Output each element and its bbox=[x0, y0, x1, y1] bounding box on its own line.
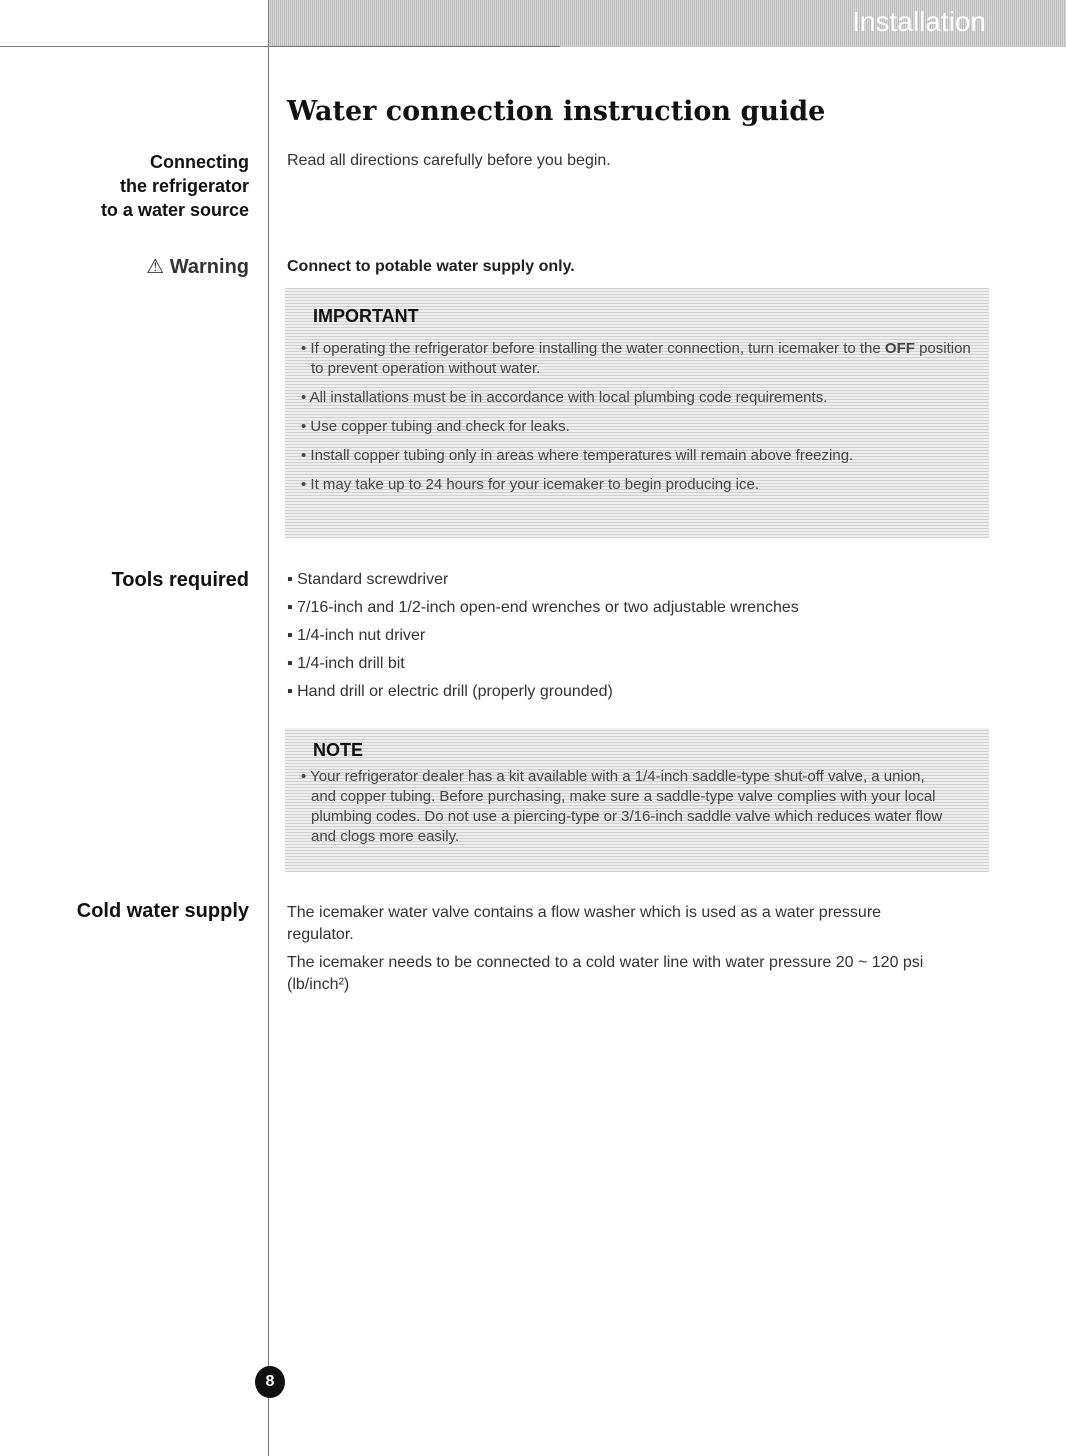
page-number: 8 bbox=[255, 1366, 285, 1398]
tools-list bbox=[287, 571, 799, 711]
side-heading-cold: Cold water supply bbox=[76, 900, 249, 922]
important-box bbox=[285, 288, 989, 538]
tool-item: ▪ Hand drill or electric drill (properly grounded) bbox=[287, 683, 613, 700]
important-item: • Use copper tubing and check for leaks. bbox=[301, 418, 570, 435]
cold-water-text bbox=[287, 902, 937, 996]
header-band bbox=[268, 0, 1066, 47]
header-divider bbox=[0, 46, 560, 47]
side-heading-connecting bbox=[101, 150, 249, 222]
side-line: Connecting bbox=[150, 152, 249, 172]
cold-para: The icemaker water valve contains a flow washer which is used as a water pressure regulator. bbox=[287, 904, 882, 943]
important-item: • Install copper tubing only in areas where temperatures will remain above freezing. bbox=[301, 447, 854, 464]
note-box bbox=[285, 728, 989, 872]
important-item: • It may take up to 24 hours for your icemaker to begin producing ice. bbox=[301, 476, 759, 493]
warning-text: Connect to potable water supply only. bbox=[287, 258, 575, 275]
important-heading: IMPORTANT bbox=[313, 306, 419, 326]
note-text: • Your refrigerator dealer has a kit available with a 1/4-inch saddle-type shut-off valve, a union, and copper tubing. Before purchasing, make sure a saddle-type valve complies with your local plumbing codes. Do not use a piercing-type or 3/16-inch saddle valve which reduces water flow and clogs more easily. bbox=[301, 768, 943, 845]
important-item: • All installations must be in accordance with local plumbing code requirements. bbox=[301, 389, 828, 406]
tool-item: ▪ 1/4-inch drill bit bbox=[287, 655, 405, 672]
warning-label: Warning bbox=[169, 256, 249, 278]
side-heading-warning bbox=[146, 254, 249, 279]
column-divider bbox=[268, 0, 269, 1456]
side-heading-tools: Tools required bbox=[111, 569, 249, 591]
important-item: • If operating the refrigerator before installing the water connection, turn icemaker to the OFF position to prevent operation without water. bbox=[301, 340, 971, 377]
section-title: Installation bbox=[852, 6, 986, 37]
side-line: to a water source bbox=[100, 200, 249, 220]
tool-item: ▪ 7/16-inch and 1/2-inch open-end wrenches or two adjustable wrenches bbox=[287, 599, 799, 616]
cold-para: The icemaker needs to be connected to a cold water line with water pressure 20 ~ 120 psi (lb/inch²) bbox=[287, 954, 924, 993]
side-line: the refrigerator bbox=[119, 176, 249, 196]
note-heading: NOTE bbox=[313, 740, 364, 760]
tool-item: ▪ 1/4-inch nut driver bbox=[287, 627, 426, 644]
tool-item: ▪ Standard screwdriver bbox=[287, 571, 449, 588]
warning-icon: ⚠ bbox=[146, 256, 170, 278]
page-title: Water connection instruction guide bbox=[287, 96, 826, 127]
intro-text: Read all directions carefully before you begin. bbox=[287, 152, 611, 169]
